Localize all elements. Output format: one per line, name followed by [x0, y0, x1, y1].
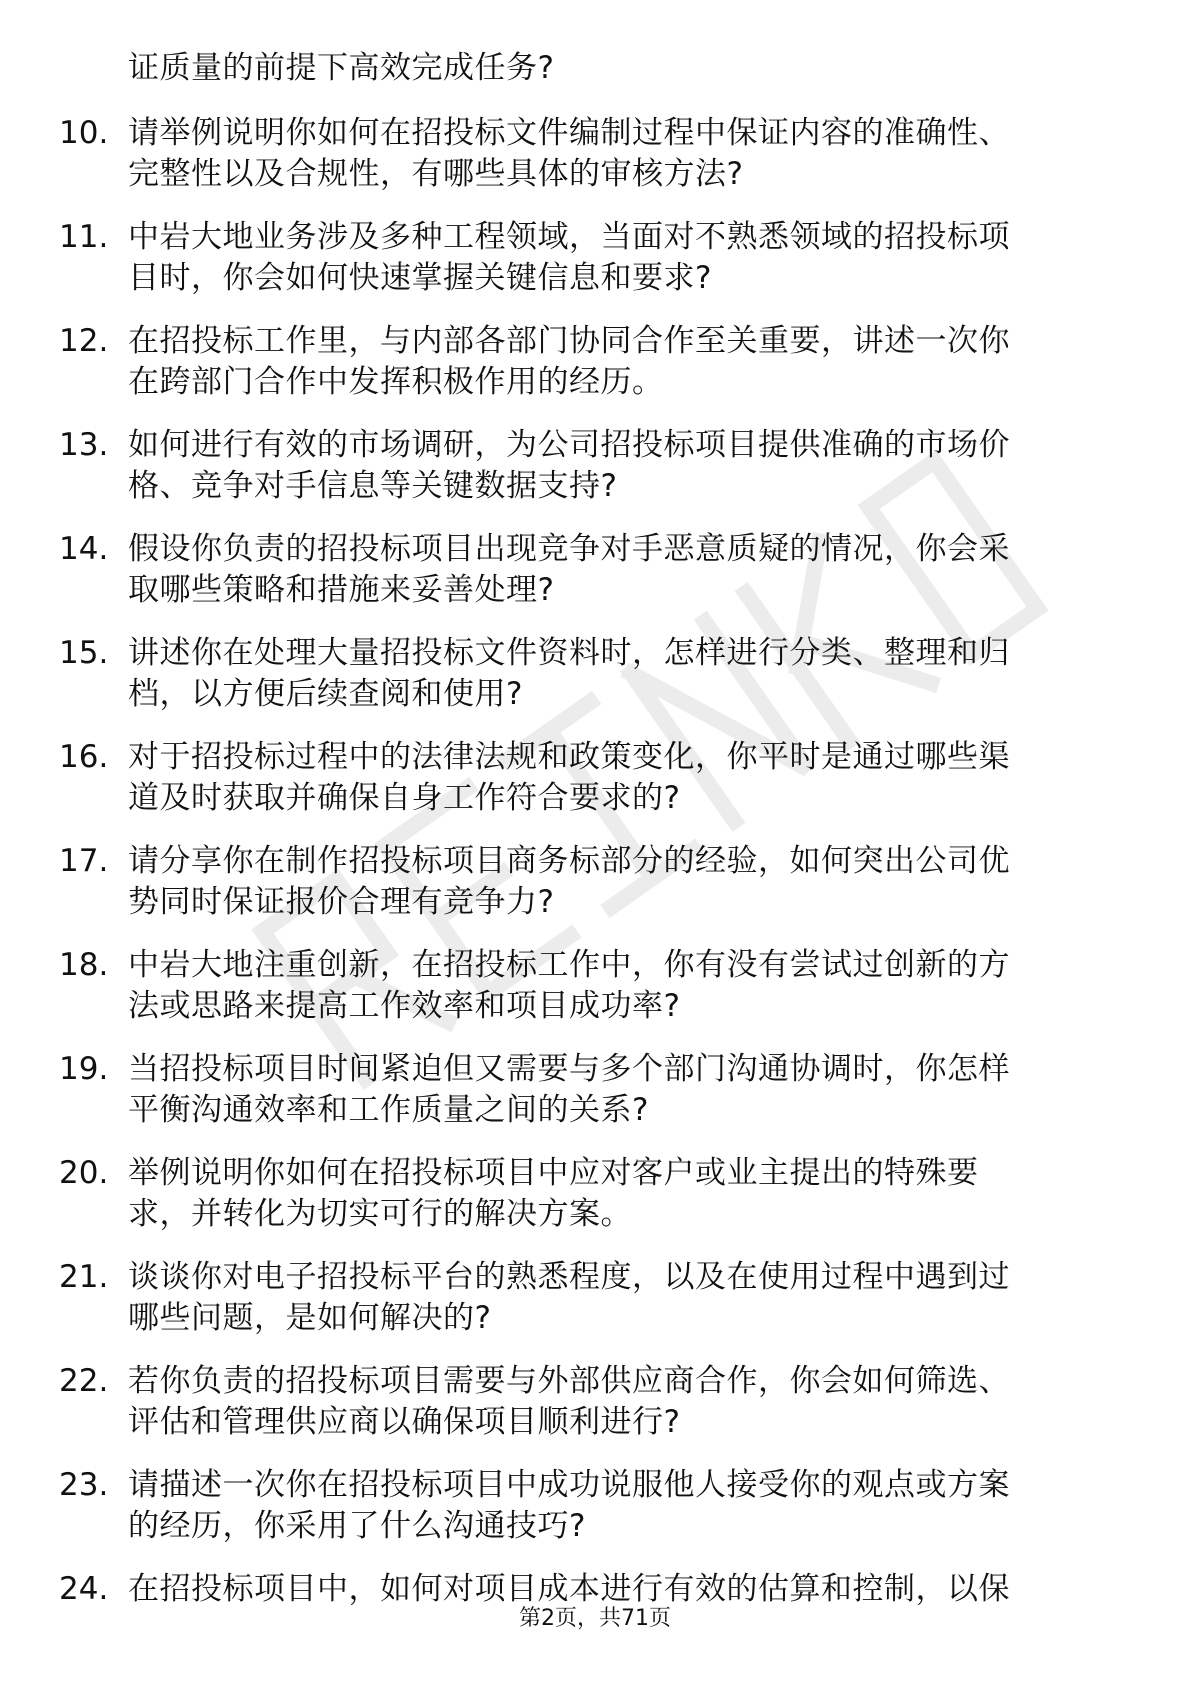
continuation-line: 证质量的前提下高效完成任务?: [128, 50, 555, 86]
question-number: 14.: [59, 531, 109, 567]
question-text-line: 目时，你会如何快速掌握关键信息和要求?: [128, 260, 712, 296]
question-text-line: 完整性以及合规性，有哪些具体的审核方法?: [128, 156, 744, 192]
question-text-line: 中岩大地注重创新，在招投标工作中，你有没有尝试过创新的方: [128, 947, 1010, 983]
question-text: [128, 1257, 1128, 1339]
question-text-line: 取哪些策略和措施来妥善处理?: [128, 572, 555, 608]
question-text-line: 请描述一次你在招投标项目中成功说服他人接受你的观点或方案: [128, 1467, 1010, 1503]
question-number: 18.: [59, 947, 109, 983]
question-text: [128, 113, 1128, 195]
question-item: [0, 841, 1190, 945]
question-text-line: 在跨部门合作中发挥积极作用的经历。: [128, 364, 664, 400]
question-item: [0, 1049, 1190, 1153]
question-text: [128, 1465, 1128, 1547]
question-text-line: 举例说明你如何在招投标项目中应对客户或业主提出的特殊要: [128, 1155, 979, 1191]
question-text: [128, 529, 1128, 611]
question-number: 23.: [59, 1467, 109, 1503]
question-text-line: 对于招投标过程中的法律法规和政策变化，你平时是通过哪些渠: [128, 739, 1010, 775]
question-text: [128, 841, 1128, 923]
question-text-line: 道及时获取并确保自身工作符合要求的?: [128, 780, 681, 816]
question-text: [128, 425, 1128, 507]
question-text-line: 法或思路来提高工作效率和项目成功率?: [128, 988, 681, 1024]
question-text-line: 中岩大地业务涉及多种工程领域，当面对不熟悉领域的招投标项: [128, 219, 1010, 255]
question-text-line: 讲述你在处理大量招投标文件资料时，怎样进行分类、整理和归: [128, 635, 1010, 671]
question-number: 16.: [59, 739, 109, 775]
question-text: [128, 217, 1128, 299]
question-number: 10.: [59, 115, 109, 151]
question-text-line: 如何进行有效的市场调研，为公司招投标项目提供准确的市场价: [128, 427, 1010, 463]
question-item: [0, 1257, 1190, 1361]
question-item: [0, 113, 1190, 217]
question-number: 19.: [59, 1051, 109, 1087]
question-text-line: 当招投标项目时间紧迫但又需要与多个部门沟通协调时，你怎样: [128, 1051, 1010, 1087]
question-item: [0, 425, 1190, 529]
question-number: 20.: [59, 1155, 109, 1191]
page-footer: 第2页，共71页: [519, 1606, 671, 1631]
question-item: [0, 529, 1190, 633]
question-text: [128, 321, 1128, 403]
question-number: 12.: [59, 323, 109, 359]
question-text: [128, 1361, 1128, 1443]
question-item: [0, 1465, 1190, 1569]
question-text-line: 在招投标工作里，与内部各部门协同合作至关重要，讲述一次你: [128, 323, 1010, 359]
question-text-line: 档，以方便后续查阅和使用?: [128, 676, 523, 712]
question-text-line: 谈谈你对电子招投标平台的熟悉程度，以及在使用过程中遇到过: [128, 1259, 1010, 1295]
question-text-line: 在招投标项目中，如何对项目成本进行有效的估算和控制，以保: [128, 1571, 1010, 1607]
question-number: 24.: [59, 1571, 109, 1607]
question-number: 13.: [59, 427, 109, 463]
question-text: [128, 633, 1128, 715]
question-text-line: 平衡沟通效率和工作质量之间的关系?: [128, 1092, 649, 1128]
question-number: 22.: [59, 1363, 109, 1399]
question-item: [0, 1361, 1190, 1465]
question-item: [0, 1153, 1190, 1257]
question-text-line: 请举例说明你如何在招投标文件编制过程中保证内容的准确性、: [128, 115, 1010, 151]
question-number: 11.: [59, 219, 109, 255]
question-item: [0, 321, 1190, 425]
question-number: 15.: [59, 635, 109, 671]
question-text-line: 格、竞争对手信息等关键数据支持?: [128, 468, 618, 504]
question-text-line: 假设你负责的招投标项目出现竞争对手恶意质疑的情况，你会采: [128, 531, 1010, 567]
question-item: [0, 945, 1190, 1049]
question-number: 17.: [59, 843, 109, 879]
question-text: [128, 737, 1128, 819]
question-text: [128, 1153, 1128, 1235]
question-text: [128, 1049, 1128, 1131]
question-list: [0, 113, 1190, 1673]
question-text: [128, 945, 1128, 1027]
question-text-line: 评估和管理供应商以确保项目顺利进行?: [128, 1404, 681, 1440]
question-text-line: 求，并转化为切实可行的解决方案。: [128, 1196, 632, 1232]
question-text-line: 的经历，你采用了什么沟通技巧?: [128, 1508, 586, 1544]
question-item: [0, 737, 1190, 841]
question-text-line: 请分享你在制作招投标项目商务标部分的经验，如何突出公司优: [128, 843, 1010, 879]
question-item: [0, 217, 1190, 321]
question-item: [0, 633, 1190, 737]
question-text-line: 若你负责的招投标项目需要与外部供应商合作，你会如何筛选、: [128, 1363, 1010, 1399]
question-text-line: 哪些问题，是如何解决的?: [128, 1300, 492, 1336]
question-text-line: 势同时保证报价合理有竞争力?: [128, 884, 555, 920]
question-number: 21.: [59, 1259, 109, 1295]
